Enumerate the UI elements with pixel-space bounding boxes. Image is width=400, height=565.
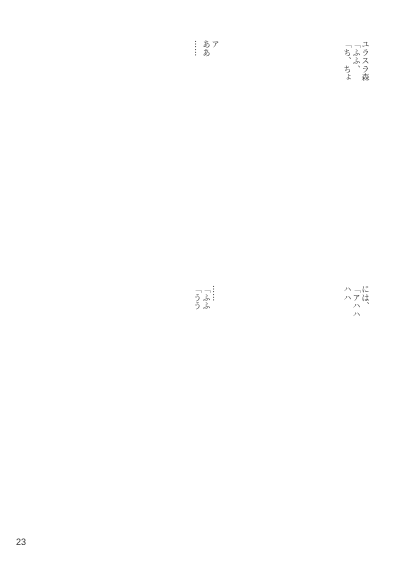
paragraph: ユラスラ森 (361, 40, 370, 82)
paragraph: ア (211, 40, 220, 49)
paragraph: 「うう (193, 285, 202, 310)
text-block-top-right (210, 40, 370, 270)
text-block-bottom-right (210, 285, 370, 515)
text-block-top-left (20, 40, 220, 270)
paragraph: 「アハハ (352, 285, 361, 319)
paragraph: ハハ (343, 285, 352, 302)
paragraph: には、 (361, 285, 370, 310)
page-number: 23 (16, 537, 27, 547)
paragraph: 「ち、ちょ (343, 40, 352, 82)
paragraph: …… (211, 285, 220, 302)
paragraph: 「ふふ (202, 285, 211, 310)
paragraph: …… (193, 40, 202, 57)
paragraph: 「ふふ、 (352, 40, 361, 74)
text-block-bottom-left (20, 285, 220, 515)
paragraph: ああ (202, 40, 211, 57)
